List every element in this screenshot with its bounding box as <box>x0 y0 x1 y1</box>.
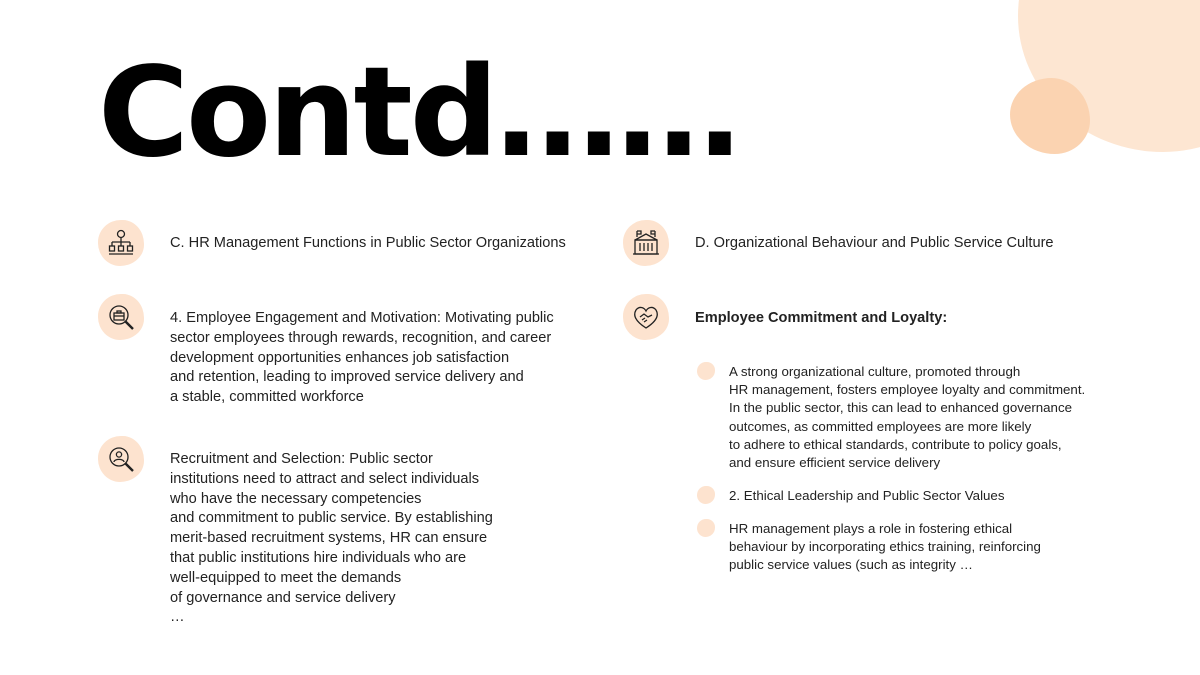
page-title: Contd…… <box>98 41 738 185</box>
bullet-dot <box>697 519 715 537</box>
bullet-dot <box>697 362 715 380</box>
left-heading: C. HR Management Functions in Public Sector Organizations <box>170 235 566 251</box>
heart-handshake-icon <box>623 294 669 340</box>
bullet-dot <box>697 486 715 504</box>
government-building-icon <box>623 220 669 266</box>
org-chart-icon <box>98 220 144 266</box>
engagement-motivation-text: 4. Employee Engagement and Motivation: Motivating public sector employees through rewards, recognition, and career development opportunities enhances job satisfaction and retention, leading to improved service delivery and a stable, committed workforce <box>170 310 554 406</box>
bullet-culture-text: A strong organizational culture, promoted through HR management, fosters employee loyalty and commitment. In the public sector, this can lead to enhanced governance outcomes, as committed employees are more likely to adhere to ethical standards, contribute to policy goals, and ensure efficient service delivery <box>729 364 1086 471</box>
briefcase-search-icon <box>98 294 144 340</box>
bullet-ethics-training-text: HR management plays a role in fostering ethical behaviour by incorporating ethics training, reinforcing public service values (such as integrity … <box>729 521 1041 573</box>
commitment-loyalty-heading: Employee Commitment and Loyalty: <box>695 310 948 326</box>
person-search-icon <box>98 436 144 482</box>
decorative-blob-small <box>1010 78 1090 154</box>
bullet-ethical-leadership-text: 2. Ethical Leadership and Public Sector Values <box>729 488 1005 503</box>
recruitment-selection-text: Recruitment and Selection: Public sector institutions need to attract and select individuals who have the necessary competencies and commitment to public service. By establishing merit-based recruitment systems, HR can ensure that public institutions hire individuals who are well-equipped to meet the demands of governance and service delivery … <box>170 451 493 626</box>
right-heading: D. Organizational Behaviour and Public Service Culture <box>695 235 1054 251</box>
